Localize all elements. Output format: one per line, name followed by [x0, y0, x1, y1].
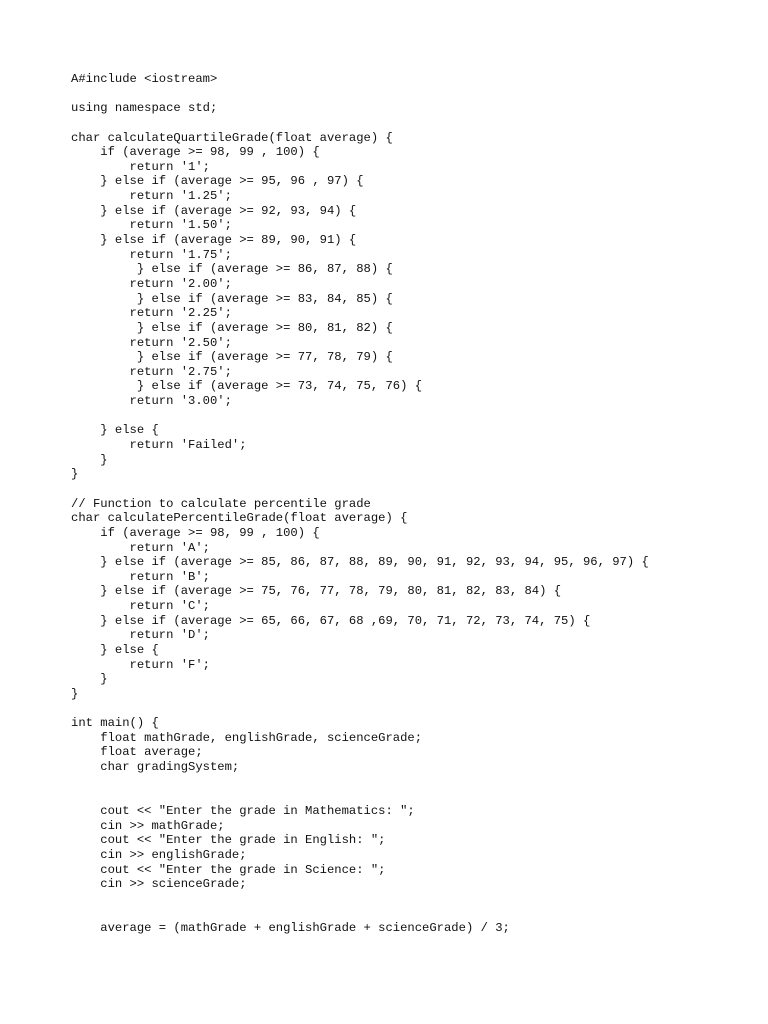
code-line: [71, 775, 751, 790]
code-line: [71, 409, 751, 424]
code-line: average = (mathGrade + englishGrade + scienceGrade) / 3;: [71, 921, 510, 936]
code-line: }: [71, 467, 79, 482]
code-line: A#include <iostream>: [71, 72, 218, 86]
code-line: return '2.25';: [71, 306, 232, 321]
code-line: [71, 482, 751, 497]
code-line: if (average >= 98, 99 , 100) {: [71, 525, 320, 540]
code-line: return 'C';: [71, 599, 210, 614]
code-line: }: [71, 452, 108, 467]
code-line: float average;: [71, 745, 203, 760]
code-line: } else {: [71, 642, 159, 657]
code-line: return 'A';: [71, 540, 210, 555]
code-line: } else if (average >= 85, 86, 87, 88, 89, 90, 91, 92, 93, 94, 95, 96, 97) {: [71, 555, 649, 570]
code-line: char calculateQuartileGrade(float average) {: [71, 130, 393, 145]
code-line: return 'B';: [71, 569, 210, 584]
code-line: [71, 116, 751, 131]
code-line: if (average >= 98, 99 , 100) {: [71, 145, 320, 160]
code-line: } else if (average >= 77, 78, 79) {: [71, 350, 393, 365]
code-line: return '1.75';: [71, 247, 232, 262]
code-line: char gradingSystem;: [71, 760, 240, 775]
code-line: [71, 789, 751, 804]
code-line: } else if (average >= 95, 96 , 97) {: [71, 174, 364, 189]
code-line: cin >> mathGrade;: [71, 818, 225, 833]
code-line: float mathGrade, englishGrade, scienceGrade;: [71, 730, 423, 745]
code-line: } else if (average >= 83, 84, 85) {: [71, 291, 393, 306]
code-line: } else if (average >= 80, 81, 82) {: [71, 320, 393, 335]
code-line: cout << "Enter the grade in Mathematics: ";: [71, 804, 415, 819]
code-line: } else {: [71, 423, 159, 438]
code-line: }: [71, 686, 79, 701]
code-line: } else if (average >= 73, 74, 75, 76) {: [71, 379, 423, 394]
code-line: cin >> englishGrade;: [71, 847, 247, 862]
code-line: } else if (average >= 92, 93, 94) {: [71, 203, 357, 218]
code-line: cout << "Enter the grade in English: ";: [71, 833, 386, 848]
code-line: return '1';: [71, 159, 210, 174]
code-line: cin >> scienceGrade;: [71, 877, 247, 892]
code-line: cout << "Enter the grade in Science: ";: [71, 862, 386, 877]
code-line: return '2.00';: [71, 276, 232, 291]
code-block: [71, 72, 751, 936]
code-line: return '2.50';: [71, 335, 232, 350]
code-line: return '1.50';: [71, 218, 232, 233]
code-line: char calculatePercentileGrade(float average) {: [71, 511, 408, 526]
code-line: return '3.00';: [71, 394, 232, 409]
code-line: // Function to calculate percentile grade: [71, 496, 371, 511]
code-line: }: [71, 672, 108, 687]
code-line: int main() {: [71, 716, 159, 731]
code-line: return 'Failed';: [71, 438, 247, 453]
code-line: return 'F';: [71, 657, 210, 672]
code-line: return 'D';: [71, 628, 210, 643]
code-line: } else if (average >= 89, 90, 91) {: [71, 233, 357, 248]
code-line: } else if (average >= 75, 76, 77, 78, 79, 80, 81, 82, 83, 84) {: [71, 584, 562, 599]
code-line: [71, 892, 751, 907]
code-line: [71, 702, 751, 717]
code-line: using namespace std;: [71, 101, 218, 116]
code-line: return '1.25';: [71, 189, 232, 204]
code-line: } else if (average >= 65, 66, 67, 68 ,69, 70, 71, 72, 73, 74, 75) {: [71, 613, 591, 628]
code-line: } else if (average >= 86, 87, 88) {: [71, 262, 393, 277]
code-line: [71, 87, 751, 102]
code-line: [71, 907, 751, 922]
code-line: return '2.75';: [71, 364, 232, 379]
